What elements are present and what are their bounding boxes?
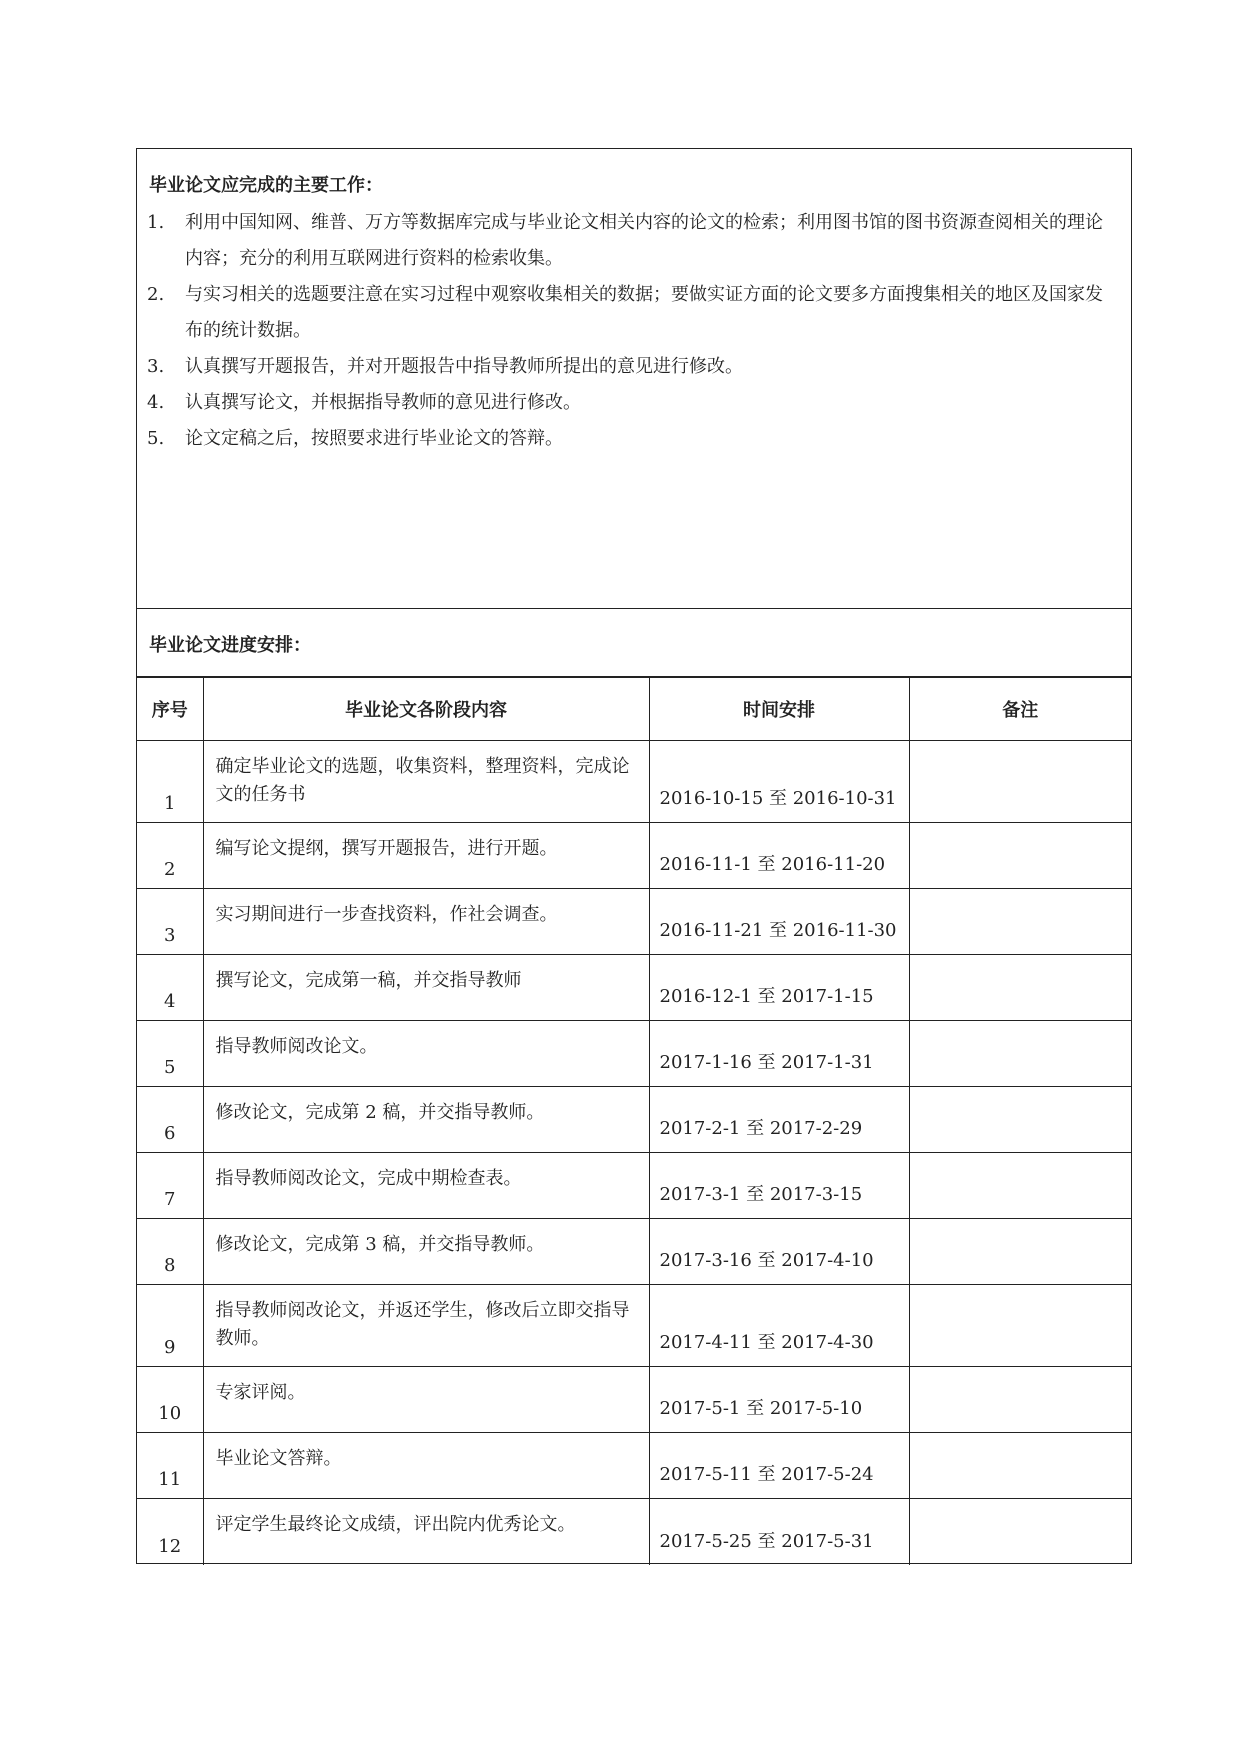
item-text: 与实习相关的选题要注意在实习过程中观察收集相关的数据；要做实证方面的论文要多方面搜集相关的地区及国家发布的统计数据。 [185, 284, 1103, 341]
header-time: 时间安排 [649, 678, 909, 741]
row-number: 11 [137, 1433, 203, 1499]
schedule-table [137, 677, 1131, 1565]
header-note: 备注 [909, 678, 1131, 741]
main-work-item [147, 385, 1117, 421]
item-number: 1. [147, 212, 165, 233]
row-time: 2016-12-1 至 2017-1-15 [649, 955, 909, 1021]
main-work-title: 毕业论文应完成的主要工作： [149, 175, 383, 196]
row-time: 2016-11-21 至 2016-11-30 [649, 889, 909, 955]
item-text: 认真撰写论文，并根据指导教师的意见进行修改。 [185, 392, 581, 413]
row-number: 2 [137, 823, 203, 889]
table-header-row [137, 678, 1131, 741]
row-note [909, 741, 1131, 823]
row-note [909, 1285, 1131, 1367]
row-note [909, 1153, 1131, 1219]
row-note [909, 1367, 1131, 1433]
main-work-item [147, 421, 1117, 457]
row-time: 2017-5-11 至 2017-5-24 [649, 1433, 909, 1499]
row-number: 8 [137, 1219, 203, 1285]
header-no: 序号 [137, 678, 203, 741]
table-row [137, 1021, 1131, 1087]
table-row [137, 889, 1131, 955]
row-time: 2017-2-1 至 2017-2-29 [649, 1087, 909, 1153]
row-number: 3 [137, 889, 203, 955]
table-row [137, 955, 1131, 1021]
item-number: 4. [147, 392, 165, 413]
main-work-list [147, 205, 1117, 457]
row-note [909, 955, 1131, 1021]
item-text: 论文定稿之后，按照要求进行毕业论文的答辩。 [185, 428, 563, 449]
row-number: 1 [137, 741, 203, 823]
row-note [909, 823, 1131, 889]
item-number: 2. [147, 284, 165, 305]
row-content: 修改论文，完成第 3 稿，并交指导教师。 [203, 1219, 649, 1285]
table-row [137, 1367, 1131, 1433]
row-note [909, 1219, 1131, 1285]
item-number: 5. [147, 428, 165, 449]
row-time: 2017-4-11 至 2017-4-30 [649, 1285, 909, 1367]
row-content: 指导教师阅改论文，并返还学生，修改后立即交指导教师。 [203, 1285, 649, 1367]
schedule-section-header [137, 609, 1131, 677]
row-note [909, 889, 1131, 955]
row-content: 指导教师阅改论文，完成中期检查表。 [203, 1153, 649, 1219]
row-note [909, 1021, 1131, 1087]
item-number: 3. [147, 356, 165, 377]
main-work-item [147, 349, 1117, 385]
row-content: 评定学生最终论文成绩，评出院内优秀论文。 [203, 1499, 649, 1565]
row-content: 确定毕业论文的选题，收集资料，整理资料，完成论文的任务书 [203, 741, 649, 823]
main-work-item [147, 277, 1117, 349]
row-content: 指导教师阅改论文。 [203, 1021, 649, 1087]
table-row [137, 1499, 1131, 1565]
table-row [137, 1219, 1131, 1285]
table-row [137, 1153, 1131, 1219]
row-content: 实习期间进行一步查找资料，作社会调查。 [203, 889, 649, 955]
table-row [137, 1433, 1131, 1499]
table-row [137, 823, 1131, 889]
schedule-title: 毕业论文进度安排： [149, 635, 311, 656]
table-row [137, 741, 1131, 823]
header-content: 毕业论文各阶段内容 [203, 678, 649, 741]
main-work-section [137, 149, 1131, 609]
row-number: 12 [137, 1499, 203, 1565]
row-time: 2017-3-16 至 2017-4-10 [649, 1219, 909, 1285]
row-note [909, 1433, 1131, 1499]
row-time: 2017-5-25 至 2017-5-31 [649, 1499, 909, 1565]
row-number: 9 [137, 1285, 203, 1367]
main-work-item [147, 205, 1117, 277]
row-content: 专家评阅。 [203, 1367, 649, 1433]
row-time: 2016-11-1 至 2016-11-20 [649, 823, 909, 889]
row-time: 2016-10-15 至 2016-10-31 [649, 741, 909, 823]
row-number: 10 [137, 1367, 203, 1433]
row-number: 7 [137, 1153, 203, 1219]
item-text: 利用中国知网、维普、万方等数据库完成与毕业论文相关内容的论文的检索；利用图书馆的图书资源查阅相关的理论内容；充分的利用互联网进行资料的检索收集。 [185, 212, 1103, 269]
row-number: 5 [137, 1021, 203, 1087]
table-row [137, 1285, 1131, 1367]
document-form-frame [136, 148, 1132, 1564]
row-note [909, 1087, 1131, 1153]
item-text: 认真撰写开题报告，并对开题报告中指导教师所提出的意见进行修改。 [185, 356, 743, 377]
row-note [909, 1499, 1131, 1565]
row-time: 2017-1-16 至 2017-1-31 [649, 1021, 909, 1087]
row-content: 修改论文，完成第 2 稿，并交指导教师。 [203, 1087, 649, 1153]
table-row [137, 1087, 1131, 1153]
row-number: 4 [137, 955, 203, 1021]
row-content: 编写论文提纲，撰写开题报告，进行开题。 [203, 823, 649, 889]
row-time: 2017-3-1 至 2017-3-15 [649, 1153, 909, 1219]
row-content: 撰写论文，完成第一稿，并交指导教师 [203, 955, 649, 1021]
row-content: 毕业论文答辩。 [203, 1433, 649, 1499]
row-time: 2017-5-1 至 2017-5-10 [649, 1367, 909, 1433]
row-number: 6 [137, 1087, 203, 1153]
